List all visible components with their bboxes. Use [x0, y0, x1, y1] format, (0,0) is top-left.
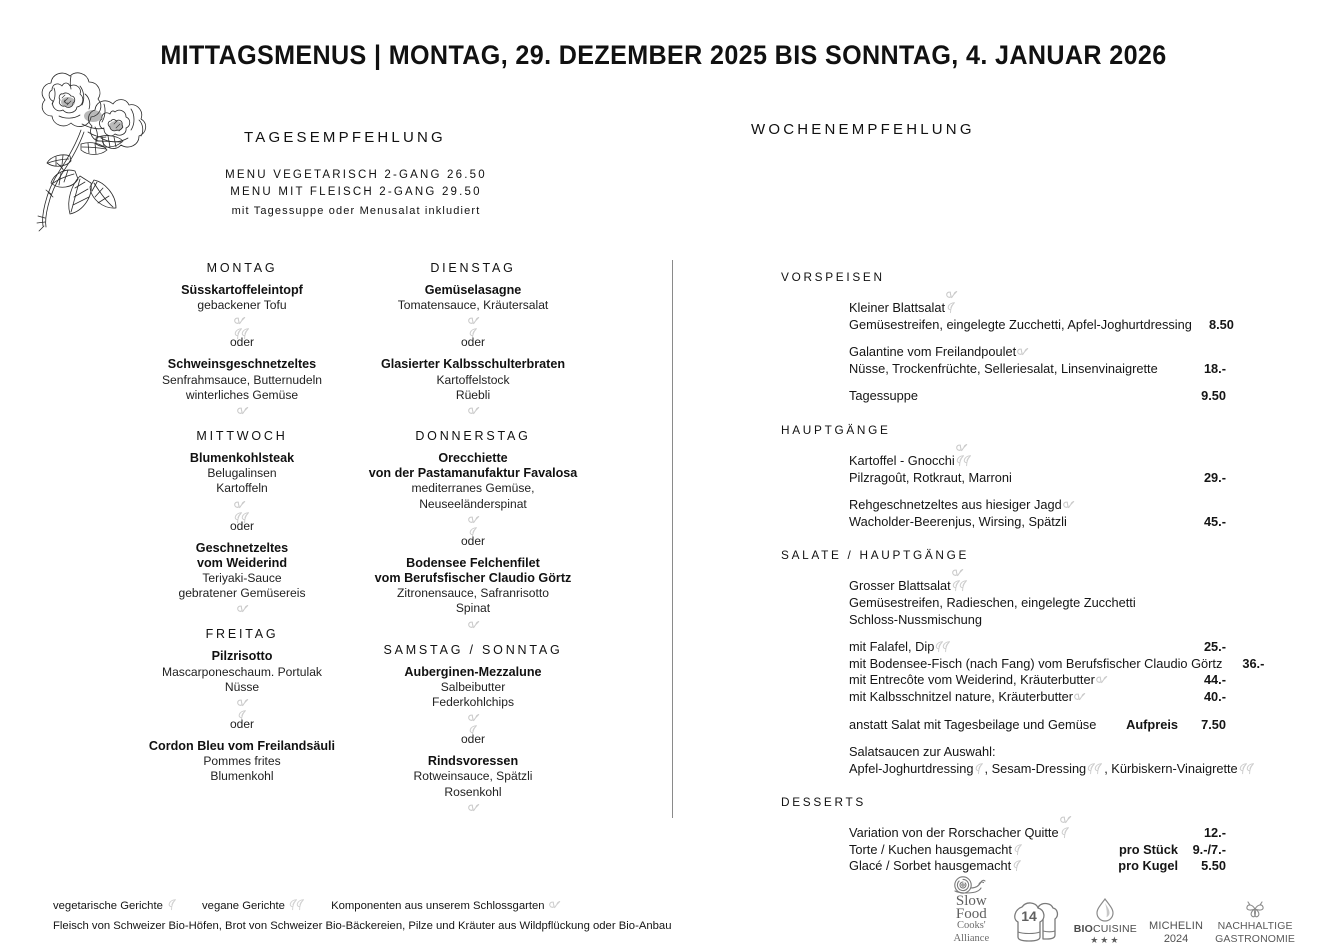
- item-text: Kartoffel - Gnocchi: [849, 441, 973, 470]
- menu-item-row: [849, 595, 1226, 612]
- menu-item-row: [849, 497, 1226, 514]
- item-text: mit Entrecôte vom Weiderind, Kräuterbutter: [849, 672, 1108, 689]
- days-column-right: [358, 261, 588, 826]
- dish-symbols: [358, 711, 588, 725]
- dish-title: Auberginen-Mezzalune: [404, 664, 542, 679]
- item-text: mit Falafel, Dip: [849, 639, 952, 656]
- garden-vegetarian-symbol-icon: [945, 288, 958, 314]
- item-price: 40.-: [1203, 688, 1226, 704]
- dish-symbols: [358, 404, 588, 418]
- dish-title: Süsskartoffeleintopf: [181, 283, 303, 297]
- item-text: Salatsaucen zur Auswahl:: [849, 744, 996, 760]
- menu-item: [849, 344, 1226, 377]
- dish-title: vom Berufsfischer Claudio Görtz: [374, 571, 572, 586]
- dish-description: Federkohlchips: [431, 695, 514, 710]
- menu-item-row: [849, 717, 1226, 734]
- menu-item-row: [849, 760, 1238, 778]
- menu-item: [849, 744, 1238, 777]
- menu-section-items: [849, 288, 1234, 405]
- menu-item-row: [849, 388, 1226, 405]
- item-price: 8.50: [1208, 316, 1234, 332]
- garden-symbol-icon: [1073, 690, 1086, 703]
- item-note: pro Kugel: [1118, 858, 1178, 874]
- menu-item: [849, 441, 1226, 486]
- vertical-divider: [672, 260, 673, 818]
- vegan-symbol-icon: [1238, 762, 1256, 775]
- dish-title: Pilzrisotto: [211, 649, 273, 664]
- dish-title: Gemüselasagne: [424, 283, 522, 297]
- dish-option-1: [358, 283, 588, 328]
- menu-item-row: [849, 612, 1226, 629]
- menu-price-fleisch: MENU MIT FLEISCH 2-GANG 29.50: [230, 186, 482, 198]
- menu-item-row: [849, 655, 1265, 673]
- item-price: 7.50: [1201, 716, 1226, 732]
- item-text: Glacé / Sorbet hausgemacht: [849, 858, 1022, 875]
- garden-vegetarian-symbol-icon: [467, 314, 480, 340]
- day-block-freitag: [127, 627, 357, 795]
- item-text: Nüsse, Trockenfrüchte, Selleriesalat, Linsenvinaigrette: [849, 360, 1158, 376]
- page-title: MITTAGSMENUS | MONTAG, 29. DEZEMBER 2025 BIS SONNTAG, 4. JANUAR 2026: [160, 40, 1167, 70]
- garden-vegan-symbol-icon: [951, 566, 969, 592]
- item-text: Schloss-Nussmischung: [849, 611, 982, 627]
- menu-item-row: [849, 470, 1226, 487]
- item-text: mit Kalbsschnitzel nature, Kräuterbutter: [849, 689, 1086, 706]
- menu-item-row: [849, 842, 1226, 859]
- item-price: 45.-: [1203, 513, 1226, 529]
- garden-symbol-icon: [467, 618, 480, 631]
- vegetarian-icon: [166, 898, 177, 917]
- vegan-symbol-icon: [1086, 762, 1104, 775]
- menu-item: [849, 288, 1234, 333]
- footer-logos: [945, 893, 1295, 945]
- dish-option-2: [127, 541, 357, 617]
- menu-section-heading: VORSPEISEN: [781, 270, 885, 284]
- slow-food-wordmark: Slow Food: [955, 893, 987, 922]
- menu-item: [849, 639, 1265, 705]
- biocuisine-stars: ★★★: [1090, 935, 1121, 945]
- dish-option-1: [358, 451, 588, 527]
- menu-item-row: [849, 858, 1226, 875]
- garden-symbol-icon: [1095, 673, 1108, 686]
- day-block-donnerstag: [358, 429, 588, 643]
- menu-item: [849, 717, 1226, 734]
- garden-symbol-icon: [1062, 498, 1075, 511]
- slow-food-subtitle: Cooks' Alliance: [953, 920, 990, 944]
- item-text: Variation von der Rorschacher Quitte: [849, 813, 1072, 842]
- dish-symbols: [127, 498, 357, 512]
- day-heading: DIENSTAG: [430, 261, 516, 275]
- garden-symbol-icon: [236, 404, 249, 417]
- item-text: Grosser Blattsalat: [849, 566, 969, 595]
- menu-price-vegetarisch: MENU VEGETARISCH 2-GANG 26.50: [225, 169, 487, 181]
- dish-title: vom Weiderind: [196, 555, 288, 570]
- menu-inclusion-note: mit Tagessuppe oder Menusalat inkludiert: [231, 205, 481, 217]
- menu-item-row: [849, 288, 1226, 317]
- item-text: Kleiner Blattsalat: [849, 288, 958, 317]
- logo-michelin: [1149, 920, 1203, 945]
- dish-description: Salbeibutter: [440, 679, 506, 694]
- legend-vegan: vegane Gerichte: [202, 898, 306, 917]
- dish-option-2: [358, 357, 588, 418]
- day-block-mittwoch: [127, 429, 357, 627]
- garden-vegetarian-symbol-icon: [236, 696, 249, 722]
- item-price: 25.-: [1203, 639, 1226, 655]
- footer-legend: [53, 898, 813, 935]
- dish-symbols: [127, 696, 357, 710]
- item-text: Gemüsestreifen, Radieschen, eingelegte Zucchetti: [849, 594, 1136, 610]
- rose-illustration-icon: [18, 58, 158, 238]
- garden-vegetarian-symbol-icon: [467, 513, 480, 539]
- garden-vegan-symbol-icon: [955, 441, 973, 467]
- michelin-year: 2024: [1163, 932, 1189, 945]
- dish-symbols: [358, 618, 588, 632]
- menu-item-row: [849, 566, 1226, 595]
- snail-icon: [949, 875, 993, 895]
- item-price: 44.-: [1203, 672, 1226, 688]
- item-price: 29.-: [1203, 469, 1226, 485]
- menu-section-heading: SALATE / HAUPTGÄNGE: [781, 548, 970, 563]
- garden-icon: [548, 898, 561, 917]
- dish-description: Kartoffeln: [216, 481, 268, 496]
- oder-separator: oder: [460, 533, 486, 548]
- vegan-symbol-icon: [934, 640, 952, 653]
- item-text: Apfel-Joghurtdressing , Sesam-Dressing , Kürbiskern-Vinaigrette: [849, 761, 1256, 778]
- chef-hat-icon: [1010, 899, 1062, 945]
- tagesempfehlung-intro: [206, 167, 506, 220]
- dish-option-2: [358, 556, 588, 632]
- dish-description: Teriyaki-Sauce: [202, 571, 282, 586]
- dish-description: Kartoffelstock: [436, 372, 510, 387]
- logo-slow-food: [945, 875, 998, 945]
- day-block-montag: [127, 261, 357, 429]
- dish-description: Rosenkohl: [444, 784, 502, 799]
- menu-item-row: [849, 672, 1226, 689]
- dish-symbols: [358, 513, 588, 527]
- item-note: Aufpreis: [1126, 716, 1178, 732]
- menu-item: [849, 497, 1226, 530]
- legend-symbols-line: [53, 898, 813, 917]
- item-price: 12.-: [1203, 825, 1226, 841]
- menu-item-row: [849, 361, 1226, 378]
- days-column-left: [127, 261, 357, 796]
- dish-symbols: [127, 404, 357, 418]
- item-text: Tagessuppe: [849, 388, 919, 404]
- menu-section-heading: HAUPTGÄNGE: [781, 422, 891, 437]
- menu-item: [849, 388, 1226, 405]
- dish-description: winterliches Gemüse: [185, 387, 299, 402]
- logo-gault-millau: [1010, 899, 1062, 945]
- dish-title: von der Pastamanufaktur Favalosa: [368, 466, 578, 481]
- dish-option-1: [358, 665, 588, 726]
- item-text: Pilzragoût, Rotkraut, Marroni: [849, 469, 1012, 485]
- nachhaltige-line1: NACHHALTIGE: [1217, 920, 1293, 932]
- garden-symbol-icon: [236, 602, 249, 615]
- menu-item: [849, 813, 1226, 875]
- item-text: Galantine vom Freilandpoulet: [849, 344, 1029, 361]
- item-text: anstatt Salat mit Tagesbeilage und Gemüse: [849, 716, 1097, 732]
- garden-vegan-symbol-icon: [233, 498, 251, 524]
- dish-description: Zitronensauce, Safranrisotto: [397, 586, 549, 601]
- garden-symbol-icon: [467, 801, 480, 814]
- dish-option-2: [127, 357, 357, 418]
- dish-description: gebackener Tofu: [197, 298, 287, 313]
- vegetarian-symbol-icon: [973, 762, 984, 775]
- dish-option-1: [127, 283, 357, 328]
- item-text: Gemüsestreifen, eingelegte Zucchetti, Apfel-Joghurtdressing: [849, 316, 1192, 332]
- dish-title: Schweinsgeschnetzeltes: [167, 357, 317, 372]
- dish-description: Spinat: [455, 601, 491, 616]
- item-text: Torte / Kuchen hausgemacht: [849, 842, 1023, 859]
- item-note: pro Stück: [1118, 841, 1178, 857]
- menu-item-row: [849, 689, 1226, 706]
- dish-title: Orecchiette: [438, 451, 508, 466]
- menu-section-items: [849, 566, 1265, 777]
- dish-symbols: [127, 602, 357, 616]
- day-heading: MONTAG: [206, 261, 278, 275]
- oder-separator: oder: [229, 717, 255, 732]
- garden-vegetarian-symbol-icon: [467, 711, 480, 737]
- logo-biocuisine: [1074, 897, 1137, 946]
- garden-symbol-icon: [1016, 345, 1029, 358]
- section-title-wochenempfehlung: WOCHENEMPFEHLUNG: [751, 121, 975, 138]
- oder-separator: oder: [460, 335, 486, 350]
- dish-description: Rüebli: [455, 387, 491, 402]
- legend-sourcing-note: Fleisch von Schweizer Bio-Höfen, Brot von Schweizer Bio-Bäckereien, Pilze und Kräuter aus Wildpflückung oder Bio-Anbau: [53, 920, 672, 932]
- dish-description: mediterranes Gemüse, Neuseeländerspinat: [411, 481, 535, 511]
- dish-description: Belugalinsen: [207, 466, 277, 481]
- garden-symbol-icon: [467, 404, 480, 417]
- menu-section-items: [849, 813, 1226, 875]
- item-price: 36.-: [1242, 655, 1265, 671]
- dish-title: Blumenkohlsteak: [189, 451, 295, 466]
- water-drop-icon: [1092, 897, 1118, 923]
- day-block-samstag-sonntag: [358, 643, 588, 826]
- menu-item: [849, 566, 1226, 628]
- nachhaltige-line2: GASTRONOMIE: [1215, 932, 1295, 945]
- menu-item-row: [849, 344, 1226, 361]
- menu-section-heading: DESSERTS: [781, 795, 866, 810]
- oder-separator: oder: [229, 335, 255, 350]
- dish-title: Rindsvoressen: [427, 754, 519, 769]
- vegetarian-symbol-icon: [1011, 859, 1022, 872]
- garden-vegetarian-symbol-icon: [1059, 813, 1072, 839]
- dish-symbols: [358, 801, 588, 815]
- gault-millau-points: 14: [1020, 908, 1037, 924]
- dish-title: Bodensee Felchenfilet: [406, 555, 540, 570]
- section-title-tagesempfehlung: TAGESEMPFEHLUNG: [244, 129, 446, 146]
- vegetarian-symbol-icon: [1012, 843, 1023, 856]
- legend-schlossgarten: Komponenten aus unserem Schlossgarten: [331, 898, 561, 917]
- oder-separator: oder: [229, 518, 255, 533]
- dish-title: Cordon Bleu vom Freilandsäuli: [148, 739, 336, 754]
- item-text: mit Bodensee-Fisch (nach Fang) vom Berufsfischer Claudio Görtz: [849, 655, 1223, 671]
- item-text: Wacholder-Beerenjus, Wirsing, Spätzli: [849, 513, 1067, 529]
- menu-item-row: [849, 514, 1226, 531]
- legend-vegetarisch: vegetarische Gerichte: [53, 898, 177, 917]
- item-price: 9.-/7.-: [1192, 841, 1226, 857]
- day-heading: MITTWOCH: [196, 429, 288, 444]
- item-text: Rehgeschnetzeltes aus hiesiger Jagd: [849, 497, 1075, 514]
- menu-section-items: [849, 441, 1226, 530]
- menu-item-row: [849, 441, 1226, 470]
- dish-title: Geschnetzeltes: [195, 540, 289, 555]
- dish-description: Nüsse: [224, 679, 260, 694]
- dish-description: Tomatensauce, Kräutersalat: [397, 298, 549, 313]
- dish-title: Glasierter Kalbsschulterbraten: [380, 357, 566, 372]
- oder-separator: oder: [460, 732, 486, 747]
- day-heading: SAMSTAG / SONNTAG: [383, 642, 563, 657]
- garden-vegan-symbol-icon: [233, 314, 251, 340]
- day-heading: FREITAG: [205, 627, 279, 642]
- logo-nachhaltige-gastronomie: [1215, 900, 1295, 945]
- item-price: 18.-: [1203, 360, 1226, 376]
- dish-description: Rotweinsauce, Spätzli: [413, 769, 533, 784]
- dish-symbols: [127, 314, 357, 328]
- dish-option-2: [358, 754, 588, 815]
- menu-item-row: [849, 813, 1226, 842]
- item-price: 5.50: [1201, 858, 1226, 874]
- day-block-dienstag: [358, 261, 588, 429]
- dish-description: Pommes frites: [203, 754, 281, 769]
- wochenempfehlung-list: [781, 270, 1265, 875]
- dish-option-1: [127, 451, 357, 512]
- dish-description: Senfrahmsauce, Butternudeln: [161, 372, 322, 387]
- vegan-icon: [288, 898, 306, 917]
- michelin-wordmark: MICHELIN: [1148, 920, 1204, 932]
- day-heading: DONNERSTAG: [415, 429, 531, 444]
- biocuisine-wordmark: BIOCUISINE: [1073, 922, 1137, 935]
- dish-symbols: [358, 314, 588, 328]
- dish-description: Blumenkohl: [210, 769, 274, 784]
- menu-item-row: [849, 316, 1234, 334]
- dish-description: gebratener Gemüsereis: [178, 586, 306, 601]
- dish-description: Mascarponeschaum. Portulak: [162, 664, 322, 679]
- dish-option-1: [127, 649, 357, 710]
- menu-item-row: [849, 639, 1226, 656]
- dish-option-2: [127, 739, 357, 785]
- clover-icon: [1244, 900, 1266, 920]
- item-price: 9.50: [1201, 388, 1226, 404]
- menu-item-row: [849, 744, 1226, 761]
